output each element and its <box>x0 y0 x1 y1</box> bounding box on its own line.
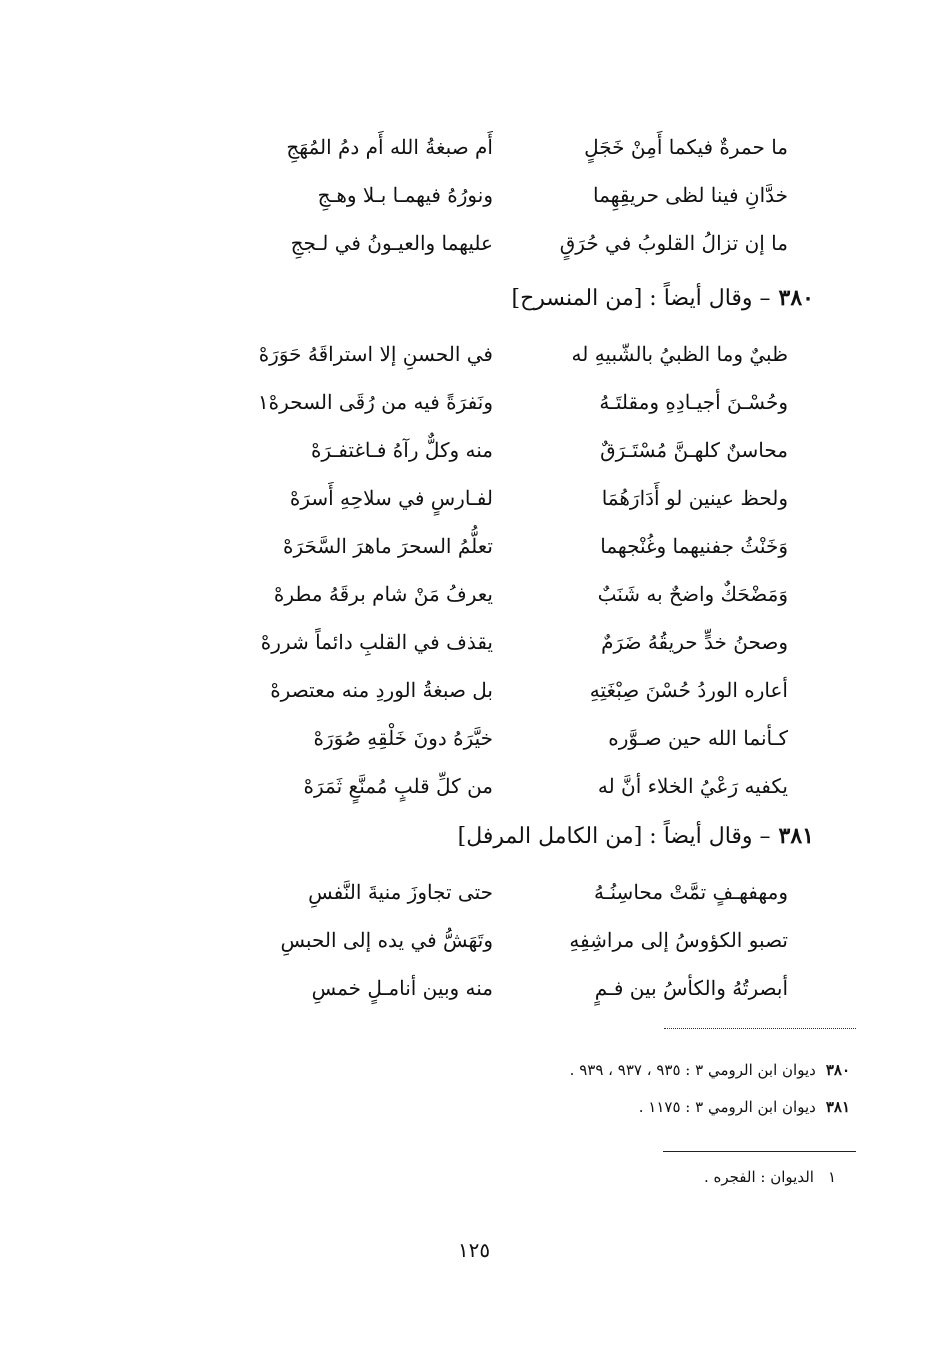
verse <box>228 570 788 618</box>
footnote <box>704 1165 836 1189</box>
source-note-381 <box>639 1094 850 1120</box>
verse-second-hemistich: وتَهَشُّ في يده إلى الحبسِ <box>280 928 493 952</box>
poem-381 <box>228 868 788 1012</box>
verse-first-hemistich: ما إن تزالُ القلوبُ في حُرَقٍ <box>559 231 788 255</box>
verse-second-hemistich: بل صبغةُ الوردِ منه معتصرهْ <box>270 678 493 702</box>
verse-second-hemistich: تعلُّمُ السحرَ ماهرَ السَّحَرَهْ <box>283 534 493 558</box>
poem-380 <box>228 330 788 810</box>
verse-first-hemistich: ما حمرةٌ فيكما أَمِنْ خَجَلٍ <box>584 135 788 159</box>
source-number: ٣٨١ <box>825 1098 850 1116</box>
footnote-number: ١ <box>827 1168 836 1186</box>
verse <box>228 522 788 570</box>
verse-first-hemistich: وحُسْـنَ أجيـادِهِ ومقلتَـهُ <box>599 390 788 414</box>
verse <box>228 330 788 378</box>
verse-first-hemistich: أعاره الوردُ حُسْنَ صِبْغَتِهِ <box>589 678 788 702</box>
sources-separator <box>664 1028 856 1029</box>
verse-second-hemistich: منه وكلٌّ رآهُ فـاغتفـرَهْ <box>310 438 493 462</box>
verse-second-hemistich: لفـارسٍ في سلاحِهِ أَسرَهْ <box>289 486 493 510</box>
page-number: ١٢٥ <box>457 1238 491 1262</box>
verse <box>228 474 788 522</box>
verse-second-hemistich: عليهما والعيـونُ في لـججِ <box>290 231 493 255</box>
verse <box>228 426 788 474</box>
source-text: ديوان ابن الرومي ٣ : ٩٣٥ ، ٩٣٧ ، ٩٣٩ . <box>569 1061 816 1079</box>
verse <box>228 666 788 714</box>
verse <box>228 964 788 1012</box>
verse-second-hemistich: حتى تجاوزَ منيةَ النَّفسِ <box>308 880 493 904</box>
verse-first-hemistich: خدَّانِ فينا لظى حريقِهِما <box>592 183 788 207</box>
verse-second-hemistich: يعرفُ مَنْ شام برقَهُ مطرهْ <box>273 582 493 606</box>
section-381-heading <box>458 816 814 857</box>
verse-second-hemistich: في الحسنِ إلا استراقَهُ حَوَرَهْ <box>258 342 493 366</box>
verse <box>228 762 788 810</box>
verse-second-hemistich: يقذف في القلبِ دائماً شررهْ <box>260 630 493 654</box>
verse <box>228 219 788 267</box>
verse <box>228 916 788 964</box>
verse <box>228 123 788 171</box>
verse-first-hemistich: يكفيه رَعْيُ الخلاء أنَّ له <box>597 774 788 798</box>
section-heading-text: – وقال أيضاً : [من الكامل المرفل] <box>457 824 771 849</box>
verse-first-hemistich: أبصرتُهُ والكأسُ بين فـمٍ <box>594 976 788 1000</box>
verse-first-hemistich: كـأنما الله حين صـوَّره <box>608 726 788 750</box>
verse-first-hemistich: وَمَضْحَكٌ واضحٌ به شَنَبٌ <box>597 582 788 606</box>
verse-first-hemistich: ظبيٌ وما الظبيُ بالشّبيهِ له <box>571 342 788 366</box>
source-note-380 <box>570 1057 850 1083</box>
verse-first-hemistich: تصبو الكؤوسُ إلى مراشِفِهِ <box>569 928 788 952</box>
verse <box>228 378 788 426</box>
verse-second-hemistich: منه وبين أنامـلٍ خمسِ <box>311 976 493 1000</box>
section-380-heading <box>511 278 814 319</box>
source-number: ٣٨٠ <box>825 1061 850 1079</box>
section-number: ٣٨١ <box>778 823 814 849</box>
verse-first-hemistich: وصحنُ خدٍّ حريقُهُ ضَرَمٌ <box>601 630 788 654</box>
verse <box>228 868 788 916</box>
section-number: ٣٨٠ <box>778 285 814 311</box>
verse-first-hemistich: ولحظ عينين لو أَدَارَهُمَا <box>601 486 788 510</box>
verse-second-hemistich: ونَفرَةً فيه من رُقَى السحرهْ١ <box>257 390 493 414</box>
verse-first-hemistich: محاسنٌ كلهـنَّ مُسْتَـرَقٌ <box>600 438 788 462</box>
verse-second-hemistich: من كلِّ قلبٍ مُمنَّعٍ ثَمَرَهْ <box>303 774 493 798</box>
verse <box>228 171 788 219</box>
verse-second-hemistich: ونورُهُ فيهمـا بـلا وهـجِ <box>317 183 493 207</box>
verse-first-hemistich: وَخَنْثُ جفنيهما وغُنْجهما <box>600 534 788 558</box>
verse-second-hemistich: أَم صبغةُ الله أَم دمُ المُهَجِ <box>286 135 493 159</box>
footnote-text: الديوان : الفجره . <box>703 1168 814 1186</box>
verse-second-hemistich: خيَّرَهُ دونَ خَلْقِهِ صُوَرَهْ <box>313 726 493 750</box>
verse <box>228 618 788 666</box>
poem-intro <box>228 123 788 267</box>
footnote-separator <box>663 1151 856 1152</box>
verse-first-hemistich: ومهفهـفٍ تمَّتْ محاسِنُـهُ <box>593 880 788 904</box>
source-text: ديوان ابن الرومي ٣ : ١١٧٥ . <box>638 1098 816 1116</box>
section-heading-text: – وقال أيضاً : [من المنسرح] <box>511 286 771 311</box>
verse <box>228 714 788 762</box>
